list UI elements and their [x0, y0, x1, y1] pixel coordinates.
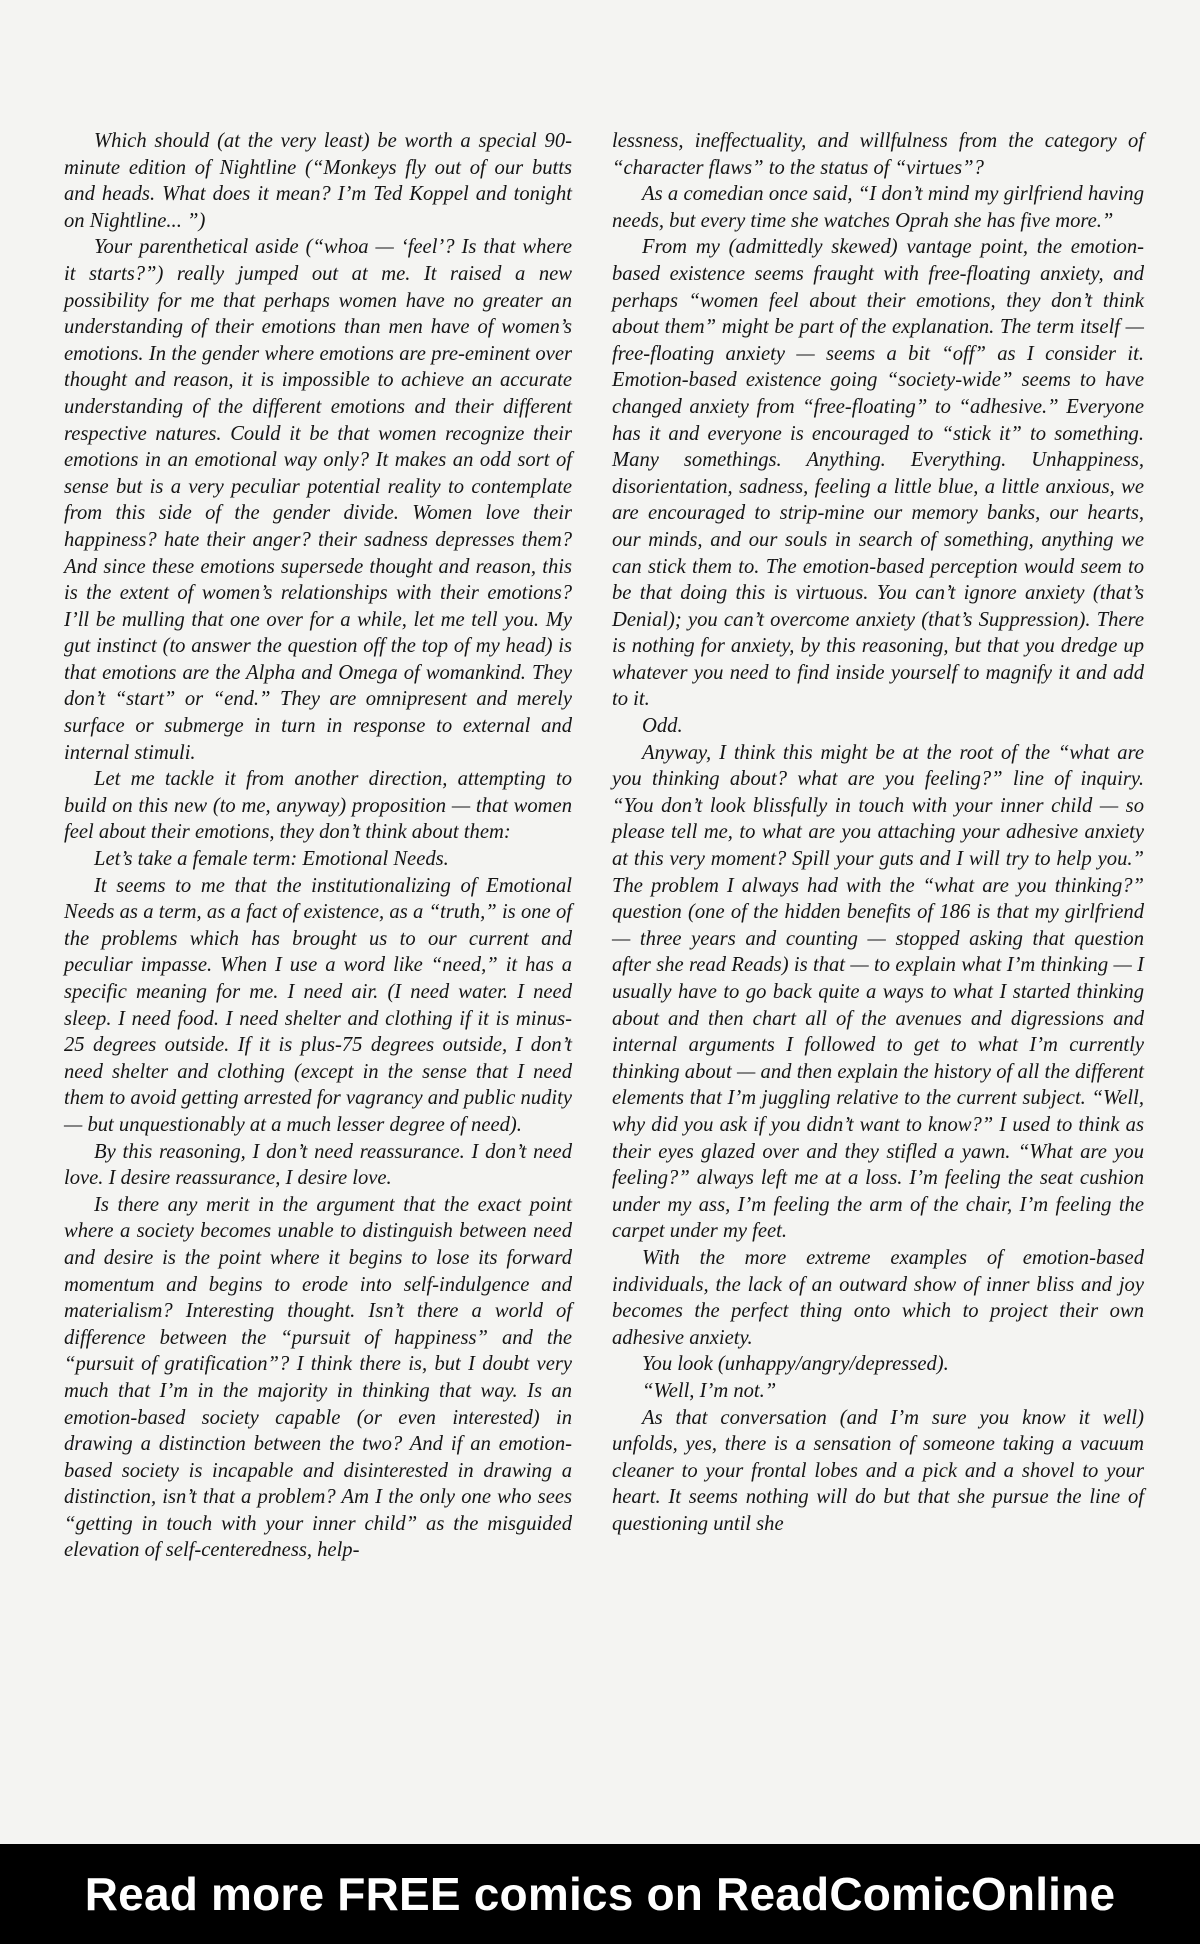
paragraph: Anyway, I think this might be at the root of the “what are you thinking about? what are you feeling?” line of inquiry. “You don’t look blissfully in touch with your inner child — so please tell me, to what are you attaching your adhesive anxiety at this very moment? Spill your guts and I will try to help you.” The problem I always had with the “what are you thinking?” question (one of the hidden benefits of 186 is that my girlfriend — three years and counting — stopped asking that question after she read Reads) is that — to explain what I’m thinking — I usually have to go back quite a ways to what I started thinking about and then chart all of the avenues and digressions and internal arguments I followed to get to what I’m currently thinking about — and then explain the history of all the different elements that I’m juggling relative to the current subject. “Well, why did you ask if you didn’t want to know?” I used to think as their eyes glazed over and they stifled a yawn. “What are you feeling?” always left me at a loss. I’m feeling the seat cushion under my ass, I’m feeling the arm of the chair, I’m feeling the carpet under my feet. [612, 741, 1144, 1243]
paragraph: Let’s take a female term: Emotional Needs. [94, 848, 449, 871]
promo-banner[interactable] [0, 1844, 1200, 1944]
paragraph: Odd. [642, 715, 683, 738]
paragraph: Let me tackle it from another direction, attempting to build on this new (to me, anyway) proposition — that women feel about their emotions, they don’t think about them: [64, 768, 572, 844]
right-text-column [612, 128, 1144, 1537]
promo-banner-text[interactable]: Read more FREE comics on ReadComicOnline [84, 1868, 1116, 1920]
left-text-column [64, 128, 572, 1564]
paragraph: Your parenthetical aside (“whoa — ‘feel’? Is that where it starts?”) really jumped out at me. It raised a new possibility for me that perhaps women have no greater an understanding of their emotions than men have of women’s emotions. In the gender where emotions are pre-eminent over thought and reason, it is impossible to achieve an accurate understanding of the different emotions and their different respective natures. Could it be that women recognize their emotions in an emotional way only? It makes an odd sort of sense but is a very peculiar potential reality to contemplate from this side of the gender divide. Women love their happiness? hate their anger? their sadness depresses them? And since these emotions supersede thought and reason, this is the extent of women’s relationships with their emotions? I’ll be mulling that one over for a while, let me tell you. My gut instinct (to answer the question off the top of my head) is that emotions are the Alpha and Omega of womankind. They don’t “start” or “end.” They are omnipresent and merely surface or submerge in turn in response to external and internal stimuli. [64, 236, 572, 764]
paragraph: With the more extreme examples of emotion-based individuals, the lack of an outward show of inner bliss and joy becomes the perfect thing onto which to project their own adhesive anxiety. [612, 1246, 1144, 1349]
paragraph: By this reasoning, I don’t need reassurance. I don’t need love. I desire reassurance, I desire love. [64, 1140, 572, 1190]
paragraph: As that conversation (and I’m sure you know it well) unfolds, yes, there is a sensation of someone taking a vacuum cleaner to your frontal lobes and a pick and a shovel to your heart. It seems nothing will do but that she pursue the line of questioning until she [612, 1406, 1144, 1535]
paragraph: Which should (at the very least) be worth a special 90-minute edition of Nightline (“Monkeys fly out of our butts and heads. What does it mean? I’m Ted Koppel and tonight on Nightline... ”) [64, 130, 572, 232]
paragraph: It seems to me that the institutionalizing of Emotional Needs as a term, as a fact of existence, as a “truth,” is one of the problems which has brought us to our current and peculiar impasse. When I use a word like “need,” it has a specific meaning for me. I need air. (I need water. I need sleep. I need food. I need shelter and clothing if it is minus-25 degrees outside. If it is plus-75 degrees outside, I don’t need shelter and clothing (except in the sense that I need them to avoid getting arrested for vagrancy and public nudity — but unquestionably at a much lesser degree of need). [64, 874, 572, 1136]
paragraph: “Well, I’m not.” [642, 1379, 777, 1402]
paragraph: As a comedian once said, “I don’t mind my girlfriend having needs, but every time she watches Oprah she has five more.” [612, 183, 1144, 232]
paragraph: Is there any merit in the argument that the exact point where a society becomes unable to distinguish between need and desire is the point where it begins to lose its forward momentum and begins to erode into self-indulgence and materialism? Interesting thought. Isn’t there a world of difference between the “pursuit of happiness” and the “pursuit of gratification”? I think there is, but I doubt very much that I’m in the majority in thinking that way. Is an emotion-based society capable (or even interested) in drawing a distinction between the two? And if an emotion-based society is incapable and disinterested in drawing a distinction, isn’t that a problem? Am I the only one who sees “getting in touch with your inner child” as the misguided elevation of self-centeredness, help- [64, 1193, 572, 1562]
paragraph-continued: lessness, ineffectuality, and willfulness from the category of “character flaws” to the status of “virtues”? [612, 130, 1144, 179]
paragraph: You look (unhappy/angry/depressed). [642, 1353, 949, 1376]
paragraph: From my (admittedly skewed) vantage point, the emotion-based existence seems fraught with free-floating anxiety, and perhaps “women feel about their emotions, they don’t think about them” might be part of the explanation. The term itself — free-floating anxiety — seems a bit “off” as I consider it. Emotion-based existence going “society-wide” seems to have changed anxiety from “free-floating” to “adhesive.” Everyone has it and everyone is encouraged to “stick it” to something. Many somethings. Anything. Everything. Unhappiness, disorientation, sadness, feeling a little blue, a little anxious, we are encouraged to strip-mine our memory banks, our hearts, our minds, and our souls in search of something, anything we can stick them to. The emotion-based perception would seem to be that doing this is virtuous. You can’t ignore anxiety (that’s Denial); you can’t overcome anxiety (that’s Suppression). There is nothing for anxiety, by this reasoning, but that you dredge up whatever you need to find inside yourself to magnify it and add to it. [612, 236, 1144, 711]
